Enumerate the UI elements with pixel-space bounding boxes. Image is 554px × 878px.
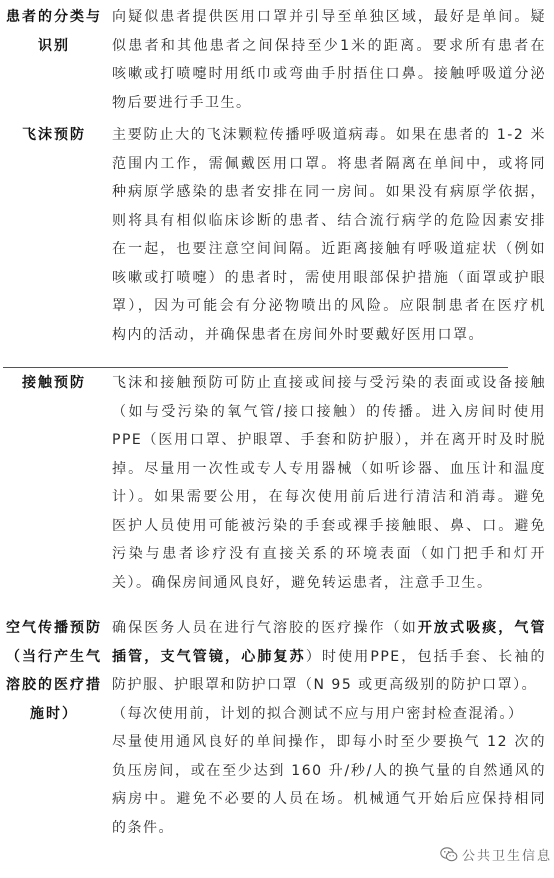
watermark-text: 公共卫生信息	[461, 849, 552, 864]
text-line: 范围内工作，需佩戴医用口罩。将患者隔离在单间中，或将同	[112, 155, 546, 172]
wechat-icon	[440, 847, 458, 862]
row-label-line: 识别	[38, 37, 70, 54]
text-line: 似患者和其他患者之间保持至少1米的距离。要求所有患者在	[112, 37, 546, 54]
text-line	[112, 614, 546, 643]
text-line: 向疑似患者提供医用口罩并引导至单独区域，最好是单间。疑	[112, 9, 546, 25]
text-segment: 确保医务人员在进行气溶胶的医疗操作（如	[112, 620, 418, 636]
text-line: PPE（医用口罩、护眼罩、手套和防护服），并在离开时及时脱	[112, 432, 546, 448]
row-label-line: 接触预防	[22, 375, 86, 391]
text-line: 病房中。避免不必要的人员在场。机械通气开始后应保持相同	[112, 791, 546, 807]
bold-text-segment: 开放式吸痰，气管	[417, 620, 547, 636]
row-label	[0, 3, 108, 60]
row-label-line: 飞沫预防	[22, 127, 86, 143]
paragraph	[112, 3, 546, 117]
row-label-line: 患者的分类与	[6, 9, 102, 25]
text-line: 罩），因为可能会有分泌物喷出的风险。应限制患者在医疗机	[112, 298, 546, 314]
text-line: 负压房间，或在至少达到 160 升/秒/人的换气量的自然通风的	[112, 762, 546, 779]
text-line: （如与受污染的氧气管/接口接触）的传播。进入房间时使用	[112, 403, 546, 420]
text-line: 关）。确保房间通风良好，避免转运患者，注意手卫生。	[112, 574, 493, 591]
text-line: 飞沫和接触预防可防止直接或间接与受污染的表面或设备接触	[112, 375, 546, 391]
text-line: （每次使用前，计划的拟合测试不应与用户密封检查混淆。）	[112, 705, 524, 722]
row-label	[0, 369, 108, 398]
text-line: 计）。如果需要公用，在每次使用前后进行清洁和消毒。避免	[112, 489, 546, 505]
text-line: 主要防止大的飞沫颗粒传播呼吸道病毒。如果在患者的 1-2 米	[112, 127, 546, 143]
paragraph	[112, 121, 546, 349]
text-line: 污染与患者诊疗没有直接关系的环境表面（如门把手和灯开	[112, 546, 546, 562]
row-content	[112, 3, 546, 117]
row-label	[0, 121, 108, 150]
text-line: 尽量使用通风良好的单间操作，即每小时至少要换气 12 次的	[112, 734, 546, 750]
text-line: 则将具有相似临床诊断的患者、结合流行病学的危险因素安排	[112, 212, 546, 229]
text-line: 物后要进行手卫生。	[112, 94, 252, 111]
text-line: 在一起，也要注意空间间隔。近距离接触有呼吸道症状（例如	[112, 241, 546, 257]
text-line: 医护人员使用可能被污染的手套或裸手接触眼、鼻、口。避免	[112, 517, 546, 534]
text-line	[112, 643, 546, 672]
row-label-line: （当行产生气	[6, 648, 102, 665]
watermark	[440, 845, 552, 864]
text-line: 防护服、护眼罩和防护口罩（N 95 或更高级别的防护口罩）。	[112, 677, 538, 693]
paragraph	[112, 700, 546, 729]
text-line: 咳嗽或打喷嚏）的患者时，需使用眼部保护措施（面罩或护眼	[112, 269, 546, 286]
text-line: 的条件。	[112, 819, 174, 836]
text-segment: ）时使用PPE，包括手套、长袖的	[305, 648, 547, 665]
paragraph	[112, 614, 546, 700]
text-line: 构内的活动，并确保患者在房间外时要戴好医用口罩。	[112, 326, 484, 343]
table-divider	[3, 367, 508, 368]
text-line: 咳嗽或打喷嚏时用纸巾或弯曲手肘捂住口鼻。接触呼吸道分泌	[112, 66, 546, 82]
row-content	[112, 121, 546, 349]
row-content	[112, 369, 546, 597]
text-line: 掉。尽量用一次性或专人专用器械（如听诊器、血压计和温度	[112, 460, 546, 477]
bold-text-segment: 插管，支气管镜，心肺复苏	[112, 648, 306, 665]
text-line: 种病原学感染的患者安排在同一房间。如果没有病原学依据，	[112, 184, 546, 200]
paragraph	[112, 728, 546, 842]
paragraph	[112, 369, 546, 597]
row-label-line: 空气传播预防	[6, 620, 102, 636]
row-label-line: 溶胶的医疗措	[6, 677, 102, 693]
row-label	[0, 614, 108, 728]
row-content	[112, 614, 546, 842]
row-label-line: 施时）	[30, 705, 78, 722]
